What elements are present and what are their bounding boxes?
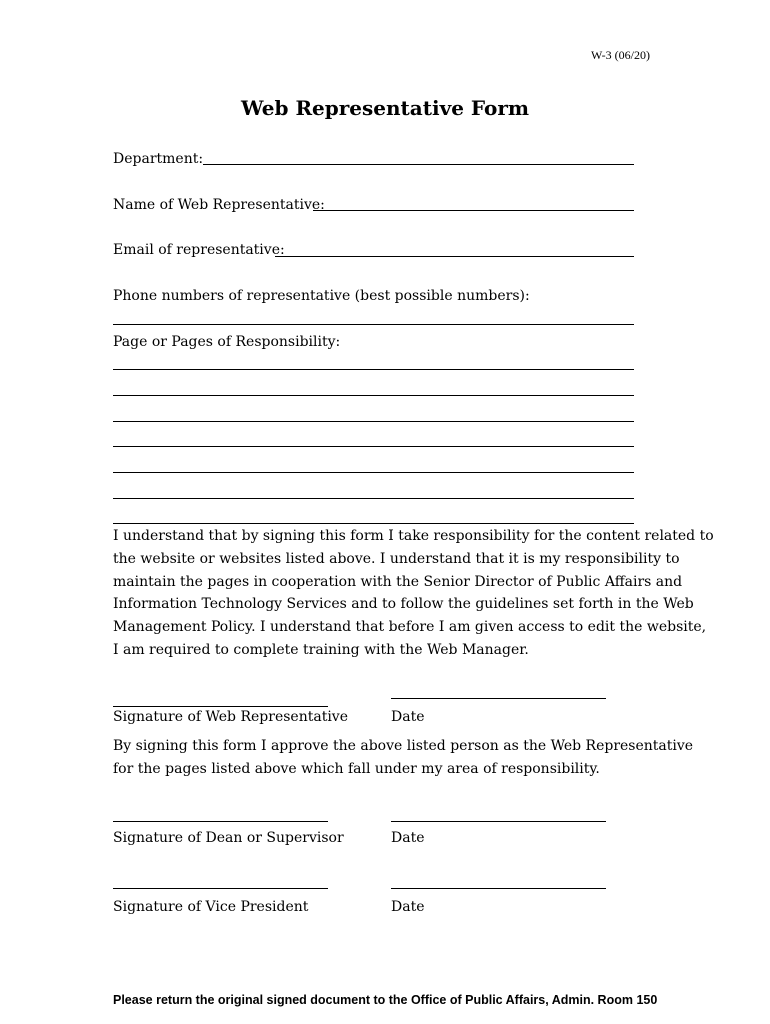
acknowledgement-line: I am required to complete training with the Web Manager. xyxy=(113,641,529,658)
department-label: Department: xyxy=(113,151,204,167)
pages-field-line[interactable] xyxy=(113,498,634,499)
acknowledgement-line: Information Technology Services and to follow the guidelines set forth in the Web xyxy=(113,596,694,613)
vp-signature-field[interactable] xyxy=(113,888,328,889)
pages-field-line[interactable] xyxy=(113,421,634,422)
department-field[interactable] xyxy=(203,164,634,165)
email-label: Email of representative: xyxy=(113,242,285,258)
dean-date-label: Date xyxy=(391,830,425,846)
web-rep-date-label: Date xyxy=(391,709,425,725)
pages-field-line[interactable] xyxy=(113,395,634,396)
vp-date-label: Date xyxy=(391,899,425,915)
phone-label: Phone numbers of representative (best possible numbers): xyxy=(113,288,530,304)
vp-date-field[interactable] xyxy=(391,888,606,889)
name-field[interactable] xyxy=(313,210,634,211)
acknowledgement-line: the website or websites listed above. I understand that it is my responsibility to xyxy=(113,550,680,567)
web-rep-signature-label: Signature of Web Representative xyxy=(113,709,348,725)
approval-text xyxy=(113,735,694,781)
pages-field-line[interactable] xyxy=(113,523,634,524)
dean-signature-field[interactable] xyxy=(113,821,328,822)
acknowledgement-line: maintain the pages in cooperation with the Senior Director of Public Affairs and xyxy=(113,573,683,590)
web-rep-signature-field[interactable] xyxy=(113,706,328,707)
email-field[interactable] xyxy=(275,256,634,257)
pages-label: Page or Pages of Responsibility: xyxy=(113,334,341,350)
pages-field-line[interactable] xyxy=(113,446,634,447)
phone-field[interactable] xyxy=(113,324,634,325)
dean-date-field[interactable] xyxy=(391,821,606,822)
acknowledgement-line: I understand that by signing this form I take responsibility for the content related to xyxy=(113,528,714,544)
name-label: Name of Web Representative: xyxy=(113,197,325,213)
web-rep-date-field[interactable] xyxy=(391,698,606,699)
dean-signature-label: Signature of Dean or Supervisor xyxy=(113,830,344,846)
pages-field-line[interactable] xyxy=(113,472,634,473)
approval-line: for the pages listed above which fall under my area of responsibility. xyxy=(113,760,600,777)
approval-line: By signing this form I approve the above listed person as the Web Representative xyxy=(113,738,694,754)
vp-signature-label: Signature of Vice President xyxy=(113,899,309,915)
footer-instruction: Please return the original signed document to the Office of Public Affairs, Admin. Room 150 xyxy=(113,993,658,1007)
acknowledgement-text xyxy=(113,525,714,662)
page-title: Web Representative Form xyxy=(240,96,530,120)
pages-field-line[interactable] xyxy=(113,369,634,370)
acknowledgement-line: Management Policy. I understand that before I am given access to edit the website, xyxy=(113,619,707,636)
form-code: W-3 (06/20) xyxy=(591,48,650,62)
